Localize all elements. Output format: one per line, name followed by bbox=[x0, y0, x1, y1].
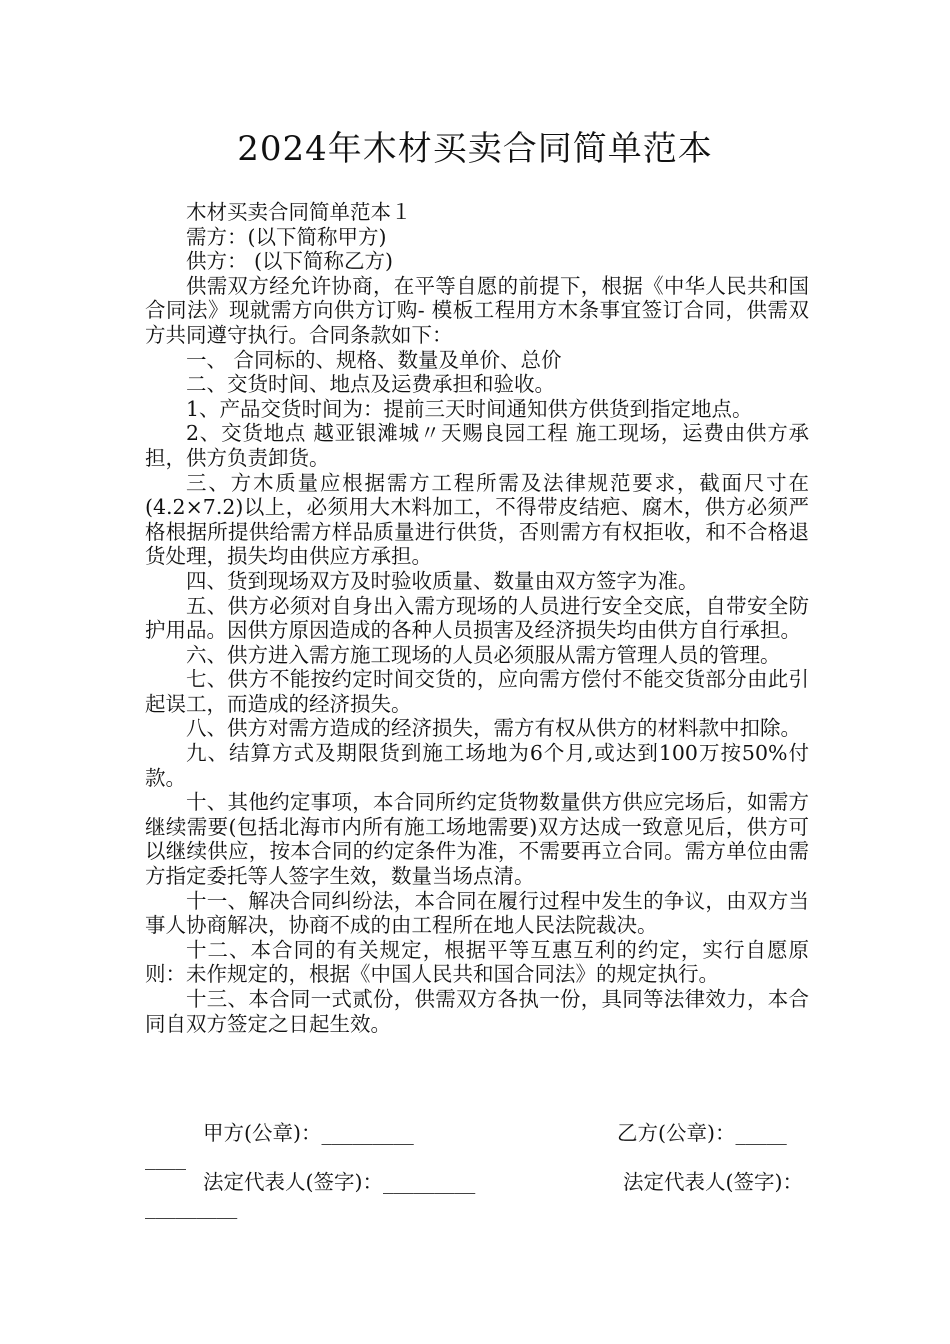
party-b-seal: 乙方(公章)：_____ bbox=[617, 1121, 787, 1145]
paragraph-clause-9: 九、结算方式及期限货到施工场地为6个月,或达到100万按50%付款。 bbox=[145, 741, 809, 790]
document-title: 2024年木材买卖合同简单范本 bbox=[237, 129, 713, 169]
paragraph-buyer: 需方：(以下简称甲方) bbox=[186, 224, 387, 249]
party-b-seal-continuation: ____ bbox=[145, 1146, 186, 1170]
document-body bbox=[145, 200, 809, 1036]
paragraph-preamble: 供需双方经允许协商，在平等自愿的前提下，根据《中华人民共和国合同法》现就需方向供方订购- 模板工程用方木条事宜签订合同，供需双方共同遵守执行。合同条款如下： bbox=[145, 273, 809, 347]
paragraph-clause-8: 八、供方对需方造成的经济损失，需方有权从供方的材料款中扣除。 bbox=[186, 716, 801, 741]
paragraph-clause-10: 十、其他约定事项，本合同所约定货物数量供方供应完场后，如需方继续需要(包括北海市内所有施工场地需要)双方达成一致意见后，供方可以继续供应，按本合同的约定条件为准，不需要再立合同。需方单位由需方指定委托等人签字生效，数量当场点清。 bbox=[145, 790, 809, 889]
paragraph-clause-2: 二、交货时间、地点及运费承担和验收。 bbox=[186, 372, 555, 397]
paragraph-clause-13: 十三、本合同一式贰份，供需双方各执一份，具同等法律效力，本合同自双方签定之日起生效。 bbox=[145, 987, 809, 1036]
paragraph-clause-6: 六、供方进入需方施工现场的人员必须服从需方管理人员的管理。 bbox=[186, 642, 781, 667]
paragraph-clause-7: 七、供方不能按约定时间交货的，应向需方偿付不能交货部分由此引起误工，而造成的经济损失。 bbox=[145, 667, 809, 716]
paragraph-clause-2-1: 1、产品交货时间为：提前三天时间通知供方供货到指定地点。 bbox=[186, 396, 753, 421]
paragraph-heading: 木材买卖合同简单范本１ bbox=[186, 200, 412, 224]
representative-a: 法定代表人(签字)：_________ bbox=[203, 1170, 476, 1194]
paragraph-clause-1: 一、 合同标的、规格、数量及单价、总价 bbox=[186, 347, 562, 372]
paragraph-clause-5: 五、供方必须对自身出入需方现场的人员进行安全交底，自带安全防护用品。因供方原因造成的各种人员损害及经济损失均由供方自行承担。 bbox=[145, 593, 809, 643]
paragraph-clause-12: 十二、本合同的有关规定，根据平等互惠互利的约定，实行自愿原则：未作规定的，根据《中国人民共和国合同法》的规定执行。 bbox=[145, 937, 809, 987]
paragraph-clause-2-2: 2、交货地点 越亚银滩城〃天赐良园工程 施工现场，运费由供方承担，供方负责卸货。 bbox=[145, 421, 809, 470]
paragraph-clause-3: 三、方木质量应根据需方工程所需及法律规范要求，截面尺寸在(4.2×7.2)以上，必须用大木料加工，不得带皮结疤、腐木，供方必须严格根据所提供给需方样品质量进行供货，否则需方有权拒收，和不合格退货处理，损失均由供应方承担。 bbox=[145, 470, 809, 569]
paragraph-clause-11: 十一、解决合同纠纷法，本合同在履行过程中发生的争议，由双方当事人协商解决，协商不成的由工程所在地人民法院裁决。 bbox=[145, 888, 809, 938]
paragraph-clause-4: 四、货到现场双方及时验收质量、数量由双方签字为准。 bbox=[186, 568, 699, 593]
representative-b: 法定代表人(签字)： bbox=[623, 1170, 803, 1194]
paragraph-seller: 供方： (以下简称乙方) bbox=[186, 249, 394, 274]
party-a-seal: 甲方(公章)：_________ bbox=[203, 1121, 414, 1145]
representative-b-continuation: _________ bbox=[145, 1195, 238, 1219]
